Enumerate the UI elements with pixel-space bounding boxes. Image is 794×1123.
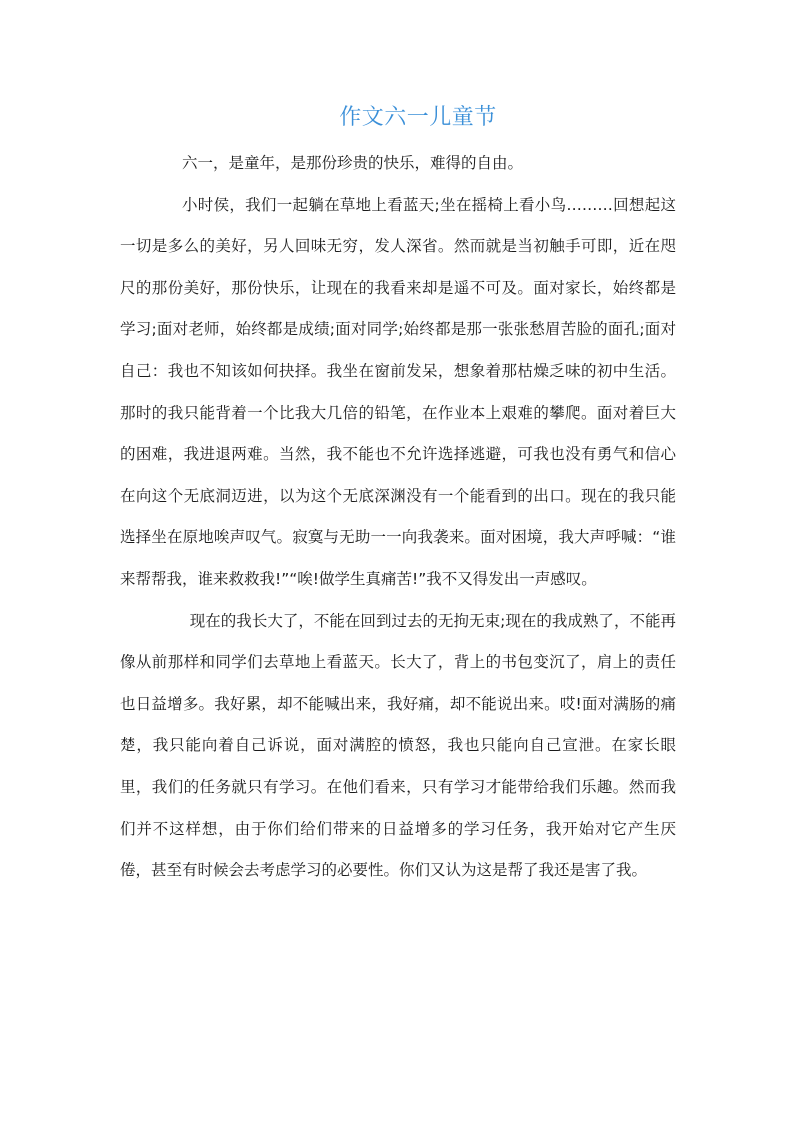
paragraph-1: 六一，是童年，是那份珍贵的快乐，难得的自由。 (182, 154, 524, 172)
document-title: 作文六一儿童节 (339, 105, 497, 130)
document-body (120, 143, 676, 892)
paragraph-2: 小时侯，我们一起躺在草地上看蓝天;坐在摇椅上看小鸟………回想起这一切是多么的美好，另人回味无穷，发人深省。然而就是当初触手可即，近在咫尺的那份美好，那份快乐，让现在的我看来却是遥不可及。面对家长，始终都是学习;面对老师，始终都是成绩;面对同学;始终都是那一张张愁眉苦脸的面孔;面对自己：我也不知该如何抉择。我坐在窗前发呆，想象着那枯燥乏味的初中生活。那时的我只能背着一个比我大几倍的铅笔，在作业本上艰难的攀爬。面对着巨大的困难，我进退两难。当然，我不能也不允许选择逃避，可我也没有勇气和信心在向这个无底洞迈进，以为这个无底深渊没有一个能看到的出口。现在的我只能选择坐在原地唉声叹气。寂寞与无助一一向我袭来。面对困境，我大声呼喊：“谁来帮帮我，谁来救救我!”“唉!做学生真痛苦!”我不又得发出一声感叹。 (120, 195, 676, 588)
paragraph-3: 现在的我长大了，不能在回到过去的无拘无束;现在的我成熟了，不能再像从前那样和同学们去草地上看蓝天。长大了，背上的书包变沉了，肩上的责任也日益增多。我好累，却不能喊出来，我好痛，却不能说出来。哎!面对满肠的痛楚，我只能向着自己诉说，面对满腔的愤怒，我也只能向自己宣泄。在家长眼里，我们的任务就只有学习。在他们看来，只有学习才能带给我们乐趣。然而我们并不这样想，由于你们给们带来的日益增多的学习任务，我开始对它产生厌倦，甚至有时候会去考虑学习的必要性。你们又认为这是帮了我还是害了我。 (120, 611, 676, 880)
